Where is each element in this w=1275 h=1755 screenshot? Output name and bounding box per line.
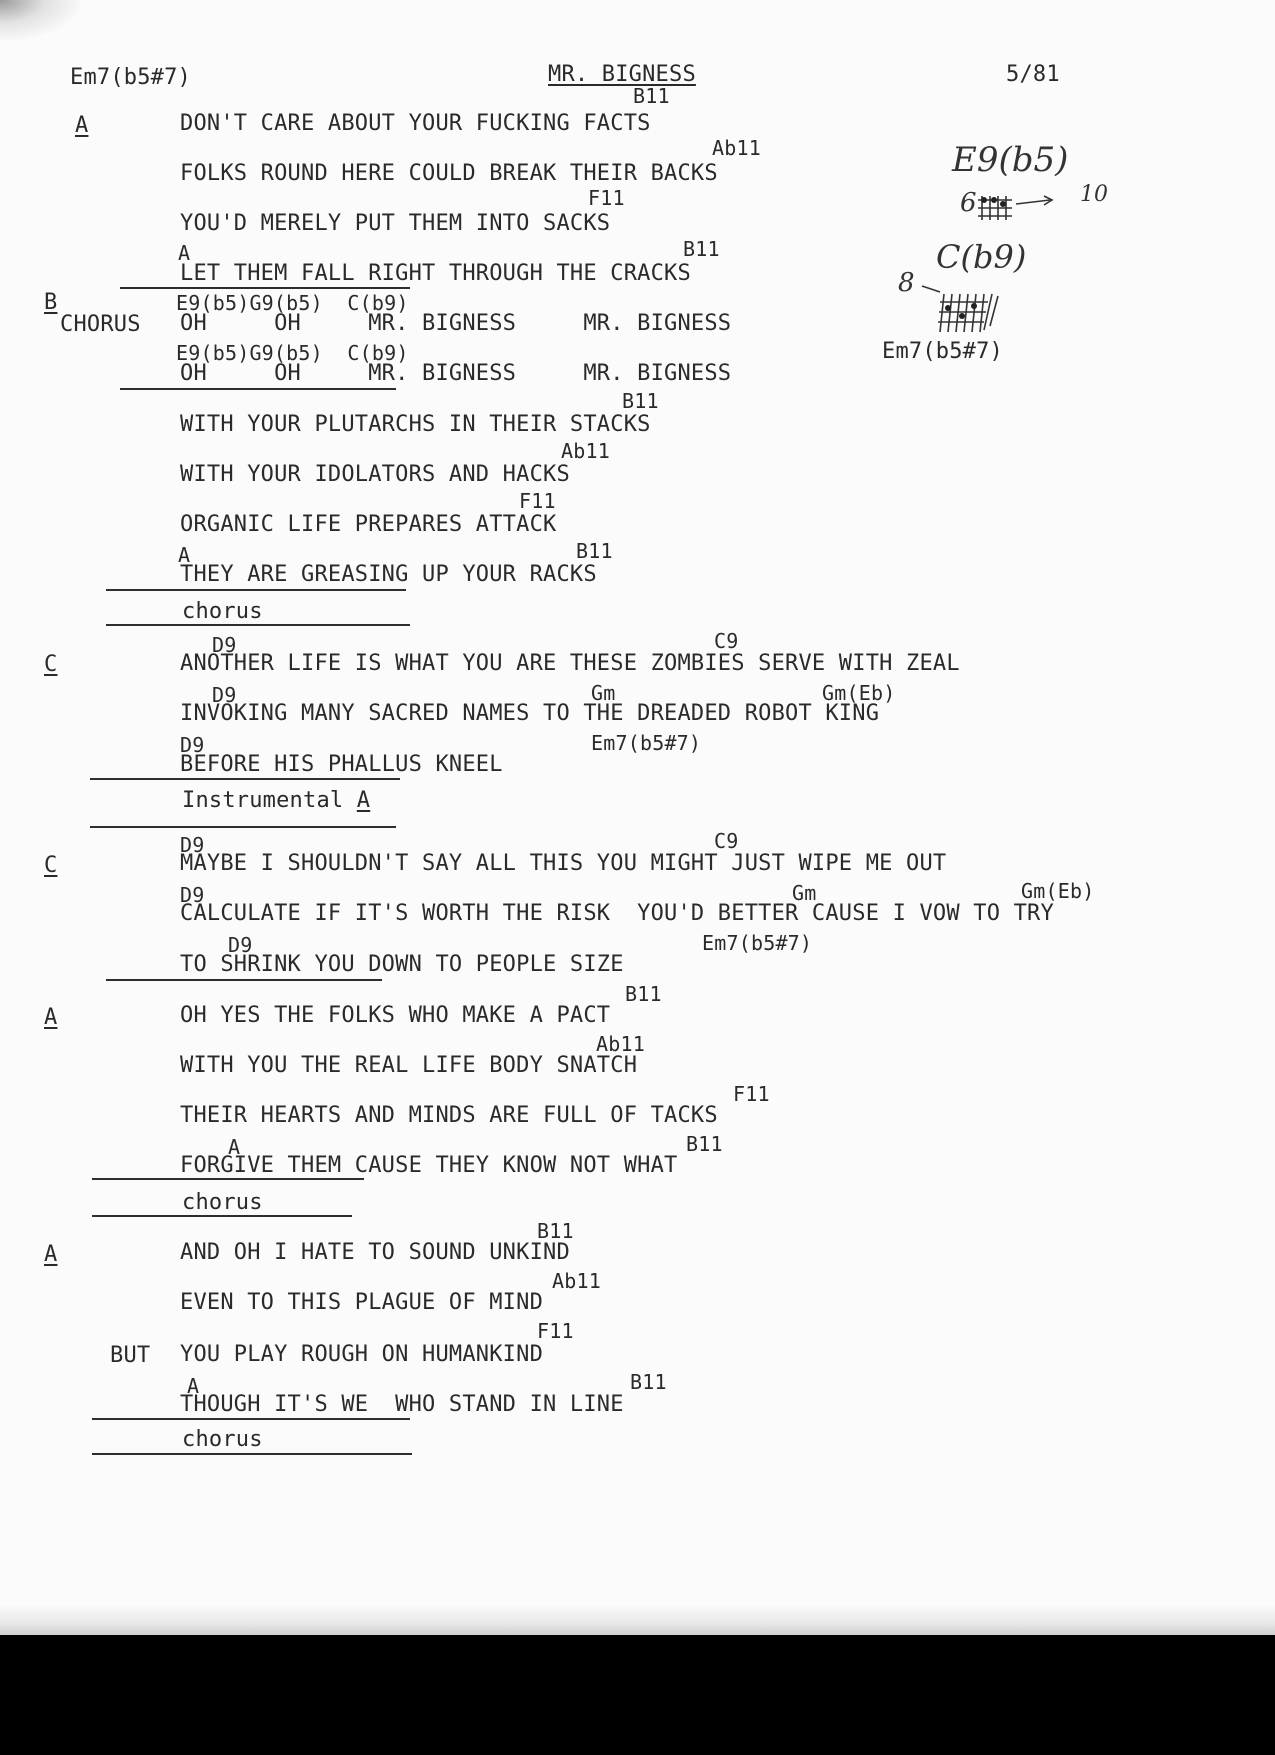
chord: Em7(b5#7) — [702, 931, 813, 955]
chord: B11 — [625, 982, 662, 1006]
chord: C9 — [714, 829, 739, 853]
lyric-line: FOLKS ROUND HERE COULD BREAK THEIR BACKS — [180, 161, 718, 186]
lyric-line: WITH YOUR PLUTARCHS IN THEIR STACKS — [180, 412, 651, 437]
instrumental-cue-letter: A — [356, 788, 371, 813]
lyric-line: BEFORE HIS PHALLUS KNEEL — [180, 752, 503, 777]
lyric-line: YOU'D MERELY PUT THEM INTO SACKS — [180, 211, 611, 236]
chord: F11 — [588, 186, 625, 210]
chord-diagram-sketch — [914, 280, 1014, 340]
lyric-line: OH OH MR. BIGNESS MR. BIGNESS — [180, 361, 732, 386]
chord: A — [228, 1135, 241, 1159]
lyric-line: CALCULATE IF IT'S WORTH THE RISK YOU'D BETTER CAUSE I VOW TO TRY — [180, 901, 1054, 926]
song-title: MR. BIGNESS — [548, 62, 696, 87]
chord: Ab11 — [552, 1269, 601, 1293]
chord: B11 — [622, 389, 659, 413]
chord: E9(b5)G9(b5) C(b9) — [176, 291, 409, 315]
chord: Ab11 — [561, 439, 610, 463]
but-label: BUT — [110, 1343, 151, 1368]
section-letter: B — [44, 290, 58, 315]
section-rule — [92, 1215, 352, 1217]
chord: Gm — [792, 881, 817, 905]
lyric-line: LET THEM FALL RIGHT THROUGH THE CRACKS — [180, 261, 691, 286]
lyric-line: OH YES THE FOLKS WHO MAKE A PACT — [180, 1003, 611, 1028]
section-letter: A — [75, 113, 89, 138]
lyric-line: WITH YOU THE REAL LIFE BODY SNATCH — [180, 1053, 638, 1078]
lyric-line: THOUGH IT'S WE WHO STAND IN LINE — [180, 1392, 624, 1417]
chord: B11 — [630, 1370, 667, 1394]
chorus-cue: chorus — [182, 1190, 263, 1215]
section-rule — [92, 1178, 364, 1180]
section-rule — [106, 589, 406, 591]
chord: Gm(Eb) — [1021, 879, 1095, 903]
typed-chord-label: Em7(b5#7) — [882, 339, 1004, 364]
key-chord: Em7(b5#7) — [70, 65, 192, 90]
handwritten-fret: 8 — [898, 268, 915, 298]
section-rule — [92, 1418, 410, 1420]
chord-diagram-sketch — [972, 190, 1072, 226]
handwritten-chord: E9(b5) — [952, 140, 1069, 180]
section-rule — [120, 287, 410, 289]
chord: Gm — [591, 681, 616, 705]
chord: D9 — [180, 883, 205, 907]
section-rule — [106, 979, 382, 981]
chorus-cue: chorus — [182, 599, 263, 624]
chord: A — [187, 1374, 200, 1398]
chord: Ab11 — [712, 136, 761, 160]
chord: Ab11 — [596, 1032, 645, 1056]
lyric-line: OH OH MR. BIGNESS MR. BIGNESS — [180, 311, 732, 336]
lyric-line: THEIR HEARTS AND MINDS ARE FULL OF TACKS — [180, 1103, 718, 1128]
date-stamp: 5/81 — [1006, 62, 1060, 87]
section-letter: C — [44, 853, 58, 878]
chord: D9 — [212, 633, 237, 657]
handwritten-fret: 10 — [1080, 182, 1108, 207]
chord: D9 — [180, 733, 205, 757]
instrumental-cue-text: Instrumental — [182, 788, 357, 813]
chorus-label: CHORUS — [60, 312, 141, 337]
chord: D9 — [228, 933, 253, 957]
lyric-line: WITH YOUR IDOLATORS AND HACKS — [180, 462, 570, 487]
lyric-line: FORGIVE THEM CAUSE THEY KNOW NOT WHAT — [180, 1153, 678, 1178]
lyric-line: TO SHRINK YOU DOWN TO PEOPLE SIZE — [180, 952, 624, 977]
chord: B11 — [686, 1132, 723, 1156]
chorus-cue: chorus — [182, 1427, 263, 1452]
lyric-line: INVOKING MANY SACRED NAMES TO THE DREADED ROBOT KING — [180, 701, 880, 726]
chord: C9 — [714, 629, 739, 653]
chord: D9 — [180, 833, 205, 857]
chord: A — [178, 241, 191, 265]
section-rule — [106, 624, 410, 626]
lyric-line: DON'T CARE ABOUT YOUR FUCKING FACTS — [180, 111, 651, 136]
scan-bottom-edge — [0, 1605, 1275, 1635]
chord: B11 — [683, 237, 720, 261]
lyric-line: MAYBE I SHOULDN'T SAY ALL THIS YOU MIGHT JUST WIPE ME OUT — [180, 851, 947, 876]
chord: A — [178, 543, 191, 567]
chord: E9(b5)G9(b5) C(b9) — [176, 341, 409, 365]
chord: B11 — [537, 1219, 574, 1243]
section-letter: C — [44, 652, 58, 677]
chord: B11 — [633, 84, 670, 108]
chord: Em7(b5#7) — [591, 731, 702, 755]
chord: D9 — [212, 683, 237, 707]
lyric-line: ORGANIC LIFE PREPARES ATTACK — [180, 512, 557, 537]
section-rule — [92, 1453, 412, 1455]
lyric-line: ANOTHER LIFE IS WHAT YOU ARE THESE ZOMBIES SERVE WITH ZEAL — [180, 651, 960, 676]
scan-corner-noise — [0, 0, 80, 40]
handwritten-fret: 6 — [960, 188, 977, 218]
chord: Gm(Eb) — [822, 681, 896, 705]
handwritten-chord: C(b9) — [936, 238, 1027, 276]
section-letter: A — [44, 1242, 58, 1267]
section-rule — [120, 388, 396, 390]
chord: F11 — [537, 1319, 574, 1343]
chord: F11 — [733, 1082, 770, 1106]
instrumental-cue — [182, 789, 370, 813]
section-rule — [90, 826, 396, 828]
section-letter: A — [44, 1005, 58, 1030]
section-rule — [90, 778, 400, 780]
lyric-line: THEY ARE GREASING UP YOUR RACKS — [180, 562, 597, 587]
lyric-line: EVEN TO THIS PLAGUE OF MIND — [180, 1290, 544, 1315]
chord: F11 — [519, 489, 556, 513]
chord: B11 — [576, 539, 613, 563]
lyric-line: AND OH I HATE TO SOUND UNKIND — [180, 1240, 570, 1265]
lyric-line: YOU PLAY ROUGH ON HUMANKIND — [180, 1342, 544, 1367]
